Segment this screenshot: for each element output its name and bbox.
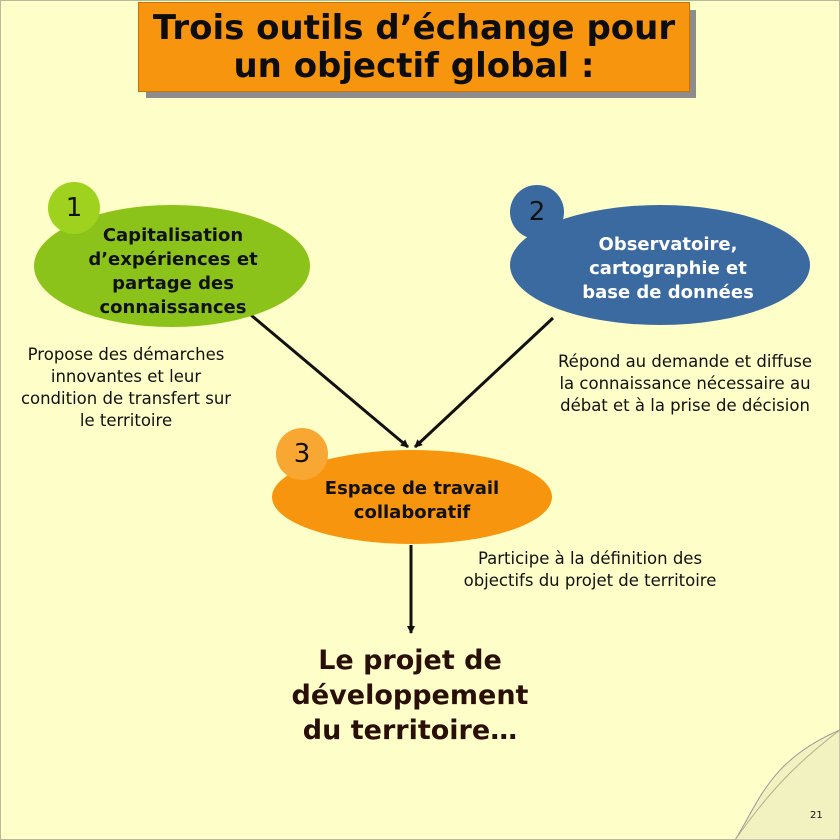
tool1-number: 1: [65, 193, 83, 223]
tool2-number: 2: [528, 197, 546, 227]
tool3-number-badge: [276, 428, 328, 480]
tool2-number-badge: [510, 185, 564, 239]
arrow-tool1-to-tool3: [245, 310, 408, 447]
tool1-label: Capitalisation d’expériences et partage des connaissances: [88, 225, 258, 318]
tool3-number: 3: [293, 439, 311, 469]
tool3-label: Espace de travail collaboratif: [324, 478, 500, 523]
tool2-description: Répond au demande et diffuse la connaissance nécessaire au débat et à la prise de décision: [557, 352, 813, 415]
arrow-tool2-to-tool3: [415, 318, 553, 447]
page-curl: [735, 730, 840, 840]
conclusion-text: Le projet de développement du territoire…: [291, 645, 529, 746]
tool3-description: Participe à la définition des objectifs du projet de territoire: [463, 549, 717, 590]
tool1-description: Propose des démarches innovantes et leur condition de transfert sur le territoire: [20, 345, 232, 430]
slide-title: Trois outils d’échange pour un objectif global :: [152, 8, 676, 86]
page-number: 21: [810, 810, 823, 821]
tool2-label: Observatoire, cartographie et base de données: [582, 234, 754, 303]
